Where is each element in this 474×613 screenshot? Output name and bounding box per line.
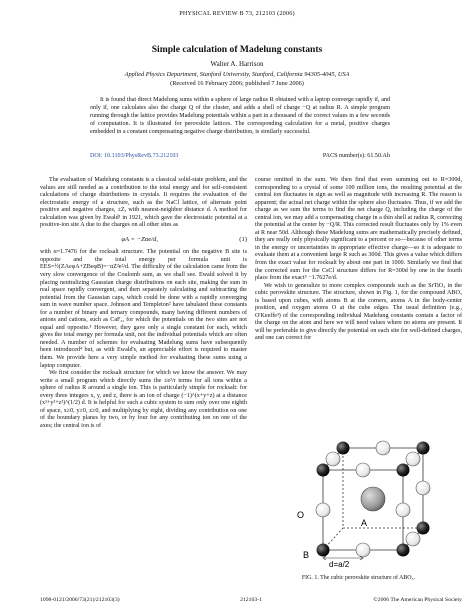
doi-link[interactable]: DOI: 10.1103/PhysRevB.73.212103	[90, 153, 179, 159]
body-paragraph: with α=1.7476 for the rocksalt structure. The potential on the negative B site is opposite and the total energy per formula unit is EES=½(ZAeφA+ZBeφB)=−αZ²e²/d. The difficulty of the calculation came from the very slow convergence of the Coulomb sum, as we shall see. Ewald solved it by placing neutralizing Gaussian charge distributions on each site, making the sum in real space rapidly convergent, and then separately calculating and subtracting the potential from the Gaussian caps, which could be done with a rapidly converging sum in wave number space. Johnson and Templeton² have tabulated these constants for a number of binary and ternary compounds, many having different numbers of anions and cations, such as CaF₂, for which the potentials on the two sites are not equal and opposite.³ However, they gave only a single constant for each, which gives the total energy per formula unit, not the individual potentials which are often needed. A number of schemes for evaluating Madelung sums have subsequently been introduced⁴ but, as with Ewald's, an appreciable effort is required to master them. We provide here a very simple method for evaluating these sums using a laptop computer.	[40, 249, 247, 369]
equation-number: (1)	[239, 235, 247, 243]
left-column	[40, 177, 247, 431]
b-site-atom	[397, 544, 410, 557]
body-paragraph: We wish to generalize to more complex compounds such as the SrTiO₃ in the cubic perovskite structure. The structure, shown in Fig. 1, for the compound ABO₃ is based upon cubes, with atoms B at the corners, atoms A in the body-center position, and oxygen atoms O at the cube edges. The usual definition (e.g., O'Keeffe³) of the corresponding individual Madelung constants contain a factor of the charge on the atom and here we will need values where no atoms are present. It will be preferable to give directly the potential on each site for well-defined charges, and one can correct for	[255, 282, 462, 342]
doi-line	[90, 153, 390, 159]
oxygen-atom	[326, 452, 340, 466]
figure-caption: FIG. 1. The cubic perovskite structure of ABO₃.	[301, 575, 416, 581]
b-site-atom	[317, 464, 330, 477]
a-site-atom	[361, 487, 385, 511]
label-a: A	[361, 518, 368, 528]
body-paragraph: course omitted in the sum. We then find that even summing out to R=300d, corresponding to a crystal of some 100 million ions, the resulting potential at the central ion fluctuates in sign as well as magnitude with increasing R. The reason is apparent; the actual net charge within the sphere also fluctuates. Thus, if we add the charge as we sum the terms to find the net charge Q, including the charge of the central ion, we may add a compensating charge in a thin shell at radius R, correcting the potential at the center by −Q/R. This corrected result fluctuates only by 1% even at R near 50d. Although these Madelung sums are mathematically precisely defined, they are really only physically significant to a percent or so—because of other terms in the energy or uncertainties in appropriate effective charge—so it is adequate to evaluate them at a convenient large R such as 300d. This gives a value which differs from the exact value for rocksalt by about one part in 1000. Similarly we find that the corrected sum for the CsCl structure differs for R=300d by one in the fourth place from the exact⁵ −1.7627e/d.	[255, 177, 462, 282]
right-column	[255, 177, 462, 343]
perovskite-structure-figure	[293, 430, 433, 570]
oxygen-atom	[316, 503, 330, 517]
footer-issn: 1098-0121/2006/73(21)/212103(3)	[40, 597, 120, 603]
footer-copyright: ©2006 The American Physical Society	[373, 597, 462, 603]
author-line: Walter A. Harrison	[210, 60, 264, 68]
oxygen-atom	[416, 481, 430, 495]
oxygen-atom	[396, 503, 410, 517]
affiliation: Applied Physics Department, Stanford University, Stanford, California 94305-4045, USA	[124, 71, 350, 78]
oxygen-atom	[356, 463, 370, 477]
running-head: PHYSICAL REVIEW B 73, 212103 (2006)	[179, 10, 295, 17]
body-paragraph: The evaluation of Madelung constants is a classical solid-state problem, and the values are still needed as a contribution to the total energy and for self-consistent calculations of charge distributions in crystals. It requires the evaluation of the electrostatic energy of a structure, such as the NaCl lattice, of alternate point positive and negative charges, ±Z, with nearest-neighbor distance d. A method for calculation was given by Ewald¹ in 1921, which gave the electrostatic potential at a positive-ion site A due to the charges on all other sites as	[40, 177, 247, 229]
equation-body: φA = −Zαe/d,	[121, 235, 158, 243]
b-site-atom	[337, 442, 350, 455]
oxygen-atom	[356, 543, 370, 557]
equation-1	[40, 236, 247, 244]
oxygen-atom	[376, 441, 390, 455]
b-site-atom	[397, 464, 410, 477]
oxygen-atom	[406, 532, 420, 546]
body-paragraph: We first consider the rocksalt structure for which we know the answer. We may write a small program which directly sums the ±e²/r terms for all ions within a sphere of radius R around a single ion. This is particularly simple for rocksalt: for every three integers x, y, and z, there is an ion of charge (−1)^(x+y+z) at a distance (x²+y²+z²)^(1/2) d. It is helpful for such a cubic system to sum only over one eighth of space, x≥0, y≥0, z≥0, and multiplying by eight, dividing any contribution on one of the boundary planes by two, or by four for any contributing ion on one of the axes; the central ion is of	[40, 370, 247, 429]
oxygen-atom	[406, 452, 420, 466]
paper-title: Simple calculation of Madelung constants	[151, 44, 323, 55]
b-site-atom	[417, 522, 430, 535]
b-site-atom	[317, 544, 330, 557]
abstract: It is found that direct Madelung sums within a sphere of large radius R obtained with a laptop converge rapidly if, and only if, one calculates also the charge Q of the cluster, and adds a shell of charge −Q at radius R. A simple program running through the lattice provides Madelung potentials within a part in a thousand of the correct values in a few seconds of computation. It is illustrated for perovskite lattices. The corresponding calculation for a metal, positive charges embedded in a constant compensating negative charge distribution, is similarly successful.	[90, 97, 390, 135]
label-d: d=a/2	[329, 560, 350, 569]
b-site-atom	[417, 442, 430, 455]
footer-page-number: 212103-1	[240, 597, 262, 603]
received-date: (Received 16 February 2006; published 7 June 2006)	[170, 80, 304, 87]
label-o: O	[297, 510, 305, 520]
label-b: B	[303, 550, 310, 560]
pacs-number: PACS number(s): 61.50.Ah	[322, 153, 390, 159]
